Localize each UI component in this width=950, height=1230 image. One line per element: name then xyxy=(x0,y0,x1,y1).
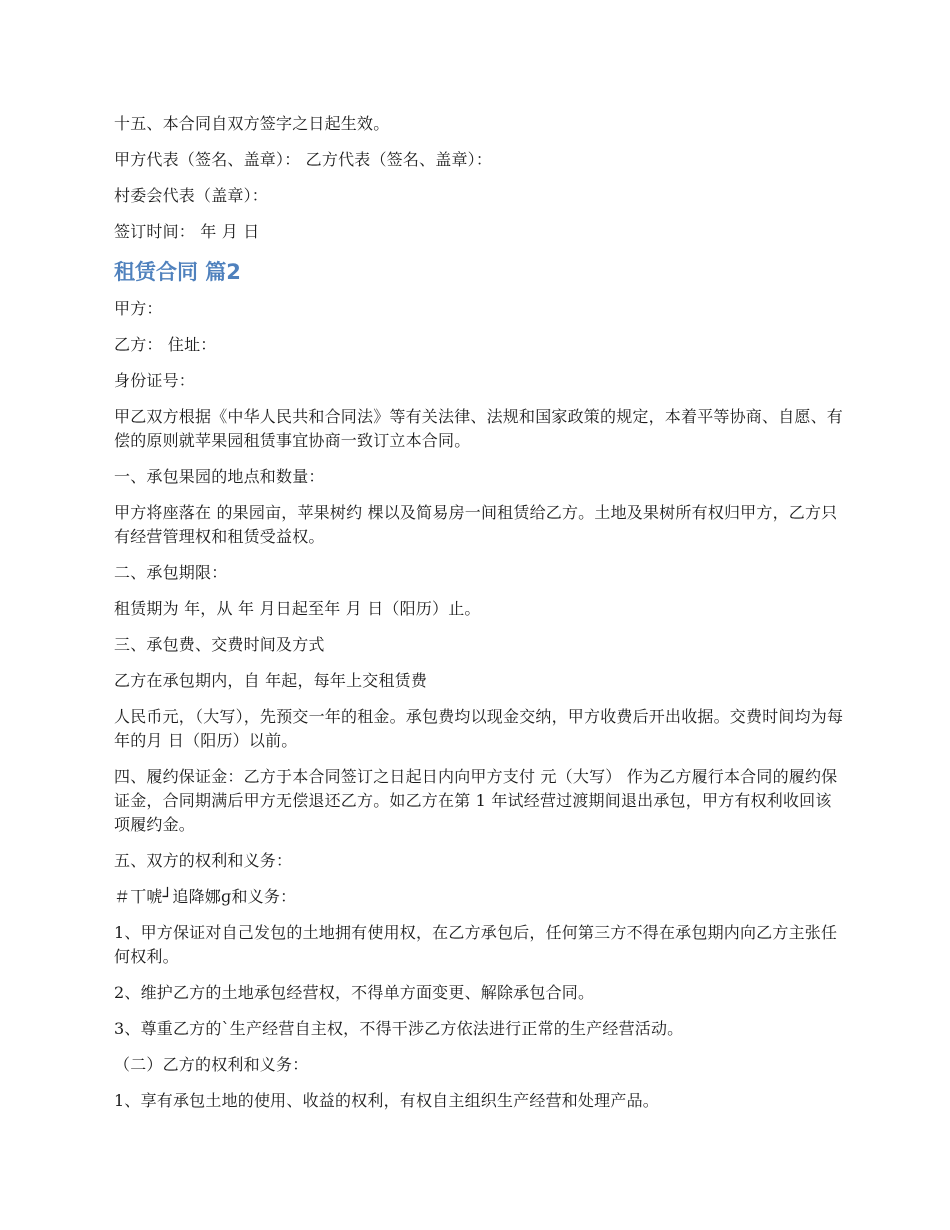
clause-4-body: 四、履约保证金：乙方于本合同签订之日起日内向甲方支付 元（大写） 作为乙方履行本合同的履约保证金，合同期满后甲方无偿退还乙方。如乙方在第 1 年试经营过渡期间退出承包，甲方有权利收回该项履约金。 xyxy=(114,767,838,834)
clause-5-item-2: 2、维护乙方的土地承包经营权，不得单方面变更、解除承包合同。 xyxy=(114,983,595,1002)
party-a: 甲方： xyxy=(114,299,163,318)
signature-parties: 甲方代表（签名、盖章）： 乙方代表（签名、盖章）： xyxy=(114,150,493,169)
clause-2-body: 租赁期为 年，从 年 月日起至年 月 日（阳历）止。 xyxy=(114,599,481,618)
clause-5-sub-2-item-1: 1、享有承包土地的使用、收益的权利，有权自主组织生产经营和处理产品。 xyxy=(114,1091,659,1110)
id-number: 身份证号： xyxy=(114,371,196,390)
clause-5-item-3: 3、尊重乙方的`生产经营自主权，不得干涉乙方依法进行正常的生产经营活动。 xyxy=(114,1019,684,1038)
clause-1-title: 一、承包果园的地点和数量： xyxy=(114,467,325,486)
section-heading: 租赁合同 篇2 xyxy=(114,260,241,284)
clause-5-subtitle: ＃丅唬┘追降娜ɡ和义务： xyxy=(114,887,297,906)
clause-3-body-b: 人民币元，（大写），先预交一年的租金。承包费均以现金交纳，甲方收费后开出收据。交费时间均为每年的月 日（阳历）以前。 xyxy=(114,707,844,750)
signature-village: 村委会代表（盖章）： xyxy=(114,186,269,205)
party-b-address: 乙方： 住址： xyxy=(114,335,217,354)
clause-5-item-1: 1、甲方保证对自己发包的土地拥有使用权，在乙方承包后，任何第三方不得在承包期内向乙方主张任何权利。 xyxy=(114,923,838,966)
preamble: 甲乙双方根据《中华人民共和合同法》等有关法律、法规和国家政策的规定，本着平等协商、自愿、有偿的原则就苹果园租赁事宜协商一致订立本合同。 xyxy=(114,407,844,450)
clause-5-sub-2-title: （二）乙方的权利和义务： xyxy=(114,1055,309,1074)
clause-2-title: 二、承包期限： xyxy=(114,563,228,582)
clause-3-body-a: 乙方在承包期内，自 年起，每年上交租赁费 xyxy=(114,671,428,690)
signing-date: 签订时间： 年 月 日 xyxy=(114,222,260,241)
clause-effective: 十五、本合同自双方签字之日起生效。 xyxy=(114,114,390,133)
clause-3-title: 三、承包费、交费时间及方式 xyxy=(114,635,325,654)
clause-5-title: 五、双方的权利和义务： xyxy=(114,851,293,870)
document-body xyxy=(114,112,844,1125)
clause-1-body: 甲方将座落在 的果园亩，苹果树约 棵以及简易房一间租赁给乙方。土地及果树所有权归甲方，乙方只有经营管理权和租赁受益权。 xyxy=(114,503,838,546)
